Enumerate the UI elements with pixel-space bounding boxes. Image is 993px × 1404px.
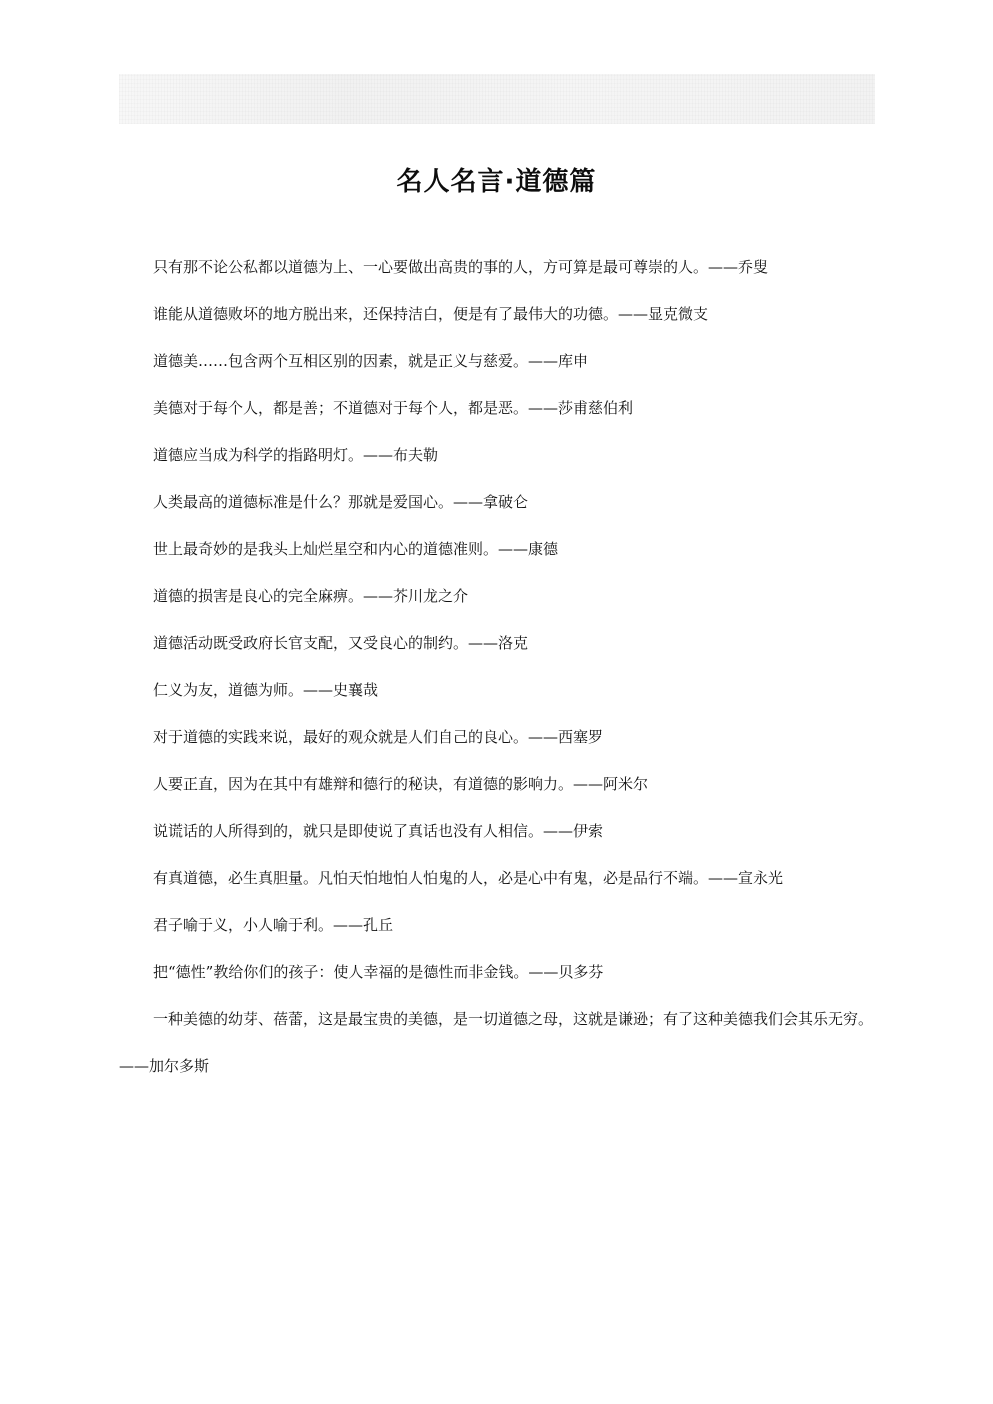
quote-paragraph: 君子喻于义，小人喻于利。——孔丘	[153, 916, 394, 934]
header-banner	[119, 74, 875, 124]
quote-paragraph: 人类最高的道德标准是什么？那就是爱国心。——拿破仑	[153, 493, 529, 511]
document-title: 名人名言·道德篇	[396, 167, 597, 197]
quote-paragraph: 人要正直，因为在其中有雄辩和德行的秘诀，有道德的影响力。——阿米尔	[153, 775, 649, 793]
quote-paragraph: 道德活动既受政府长官支配，又受良心的制约。——洛克	[153, 634, 529, 652]
quote-paragraph: 美德对于每个人，都是善；不道德对于每个人，都是恶。——莎甫慈伯利	[153, 399, 634, 417]
quote-paragraph: 有真道德，必生真胆量。凡怕天怕地怕人怕鬼的人，必是心中有鬼，必是品行不端。——宣永光	[153, 869, 784, 887]
quote-paragraph: 道德美……包含两个互相区别的因素，就是正义与慈爱。——库申	[153, 352, 589, 370]
quote-paragraph: 把“德性”教给你们的孩子：使人幸福的是德性而非金钱。——贝多芬	[153, 963, 604, 981]
quote-paragraph: 仁义为友，道德为师。——史襄哉	[153, 681, 379, 699]
quote-paragraph: 道德应当成为科学的指路明灯。——布夫勒	[153, 446, 439, 464]
quote-list	[119, 244, 875, 1090]
quote-paragraph: 道德的损害是良心的完全麻痹。——芥川龙之介	[153, 587, 469, 605]
quote-paragraph: 世上最奇妙的是我头上灿烂星空和内心的道德准则。——康德	[153, 540, 559, 558]
quote-paragraph: 谁能从道德败坏的地方脱出来，还保持洁白，便是有了最伟大的功德。——显克微支	[153, 305, 709, 323]
quote-paragraph: 只有那不论公私都以道德为上、一心要做出高贵的事的人，方可算是最可尊崇的人。——乔叟	[153, 258, 769, 276]
quote-paragraph: 说谎话的人所得到的，就只是即使说了真话也没有人相信。——伊索	[153, 822, 604, 840]
quote-paragraph: 对于道德的实践来说，最好的观众就是人们自己的良心。——西塞罗	[153, 728, 604, 746]
quote-paragraph: 一种美德的幼芽、蓓蕾，这是最宝贵的美德，是一切道德之母，这就是谦逊；有了这种美德我们会其乐无穷。——加尔多斯	[119, 1010, 874, 1075]
